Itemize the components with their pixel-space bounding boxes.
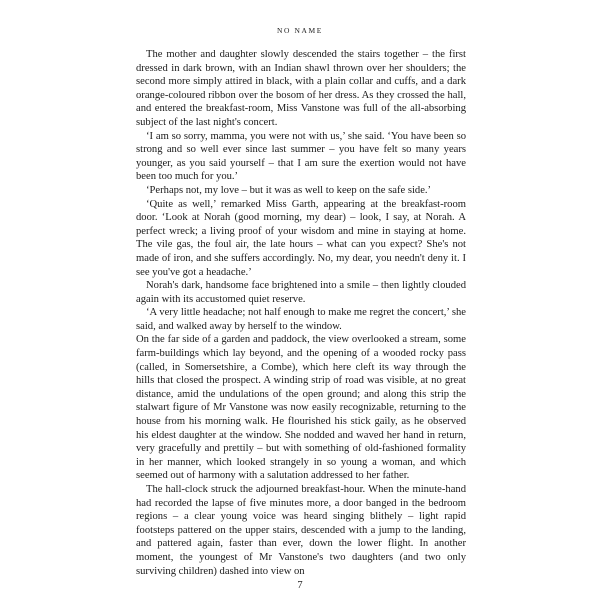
body-text xyxy=(136,48,466,578)
paragraph: On the far side of a garden and paddock, the view overlooked a stream, some farm-buildings which lay beyond, and the opening of a wooded rocky pass (called, in Somersetshire, a Combe), which here cleft its way through the hills that closed the prospect. A winding strip of road was visible, at no great distance, amid the undulations of the open ground; and along this strip the stalwart figure of Mr Vanstone was now easily recognizable, returning to the house from his morning walk. He flourished his stick gaily, as he observed his eldest daughter at the window. She nodded and waved her hand in return, very gracefully and prettily – but with something of old-fashioned formality in her manner, which looked strangely in so young a woman, and which seemed out of harmony with a salutation addressed to her father. xyxy=(136,334,466,482)
paragraph: Norah's dark, handsome face brightened into a smile – then lightly clouded again with its accustomed quiet reserve. xyxy=(136,280,466,305)
running-head: NO NAME xyxy=(277,26,323,35)
page-number: 7 xyxy=(297,580,303,591)
paragraph: ‘A very little headache; not half enough to make me regret the concert,’ she said, and walked away by herself to the window. xyxy=(136,307,466,332)
paragraph: ‘Perhaps not, my love – but it was as well to keep on the safe side.’ xyxy=(146,184,432,196)
paragraph: ‘I am so sorry, mamma, you were not with us,’ she said. ‘You have been so strong and so well ever since last summer – you have felt so many years younger, as you said yourself – that I am sure the exertion would not have been too much for you.’ xyxy=(136,130,466,183)
paragraph: ‘Quite as well,’ remarked Miss Garth, appearing at the breakfast-room door. ‘Look at Norah (good morning, my dear) – look, I say, at Norah. A perfect wreck; a living proof of your wisdom and mine in staying at home. The vile gas, the foul air, the late hours – what can you expect? She's not made of iron, and she suffers accordingly. No, my dear, you needn't deny it. I see you've got a headache.’ xyxy=(136,198,466,278)
paragraph: The hall-clock struck the adjourned breakfast-hour. When the minute-hand had recorded the lapse of five minutes more, a door banged in the bedroom regions – a clear young voice was heard singing blithely – light rapid footsteps pattered on the upper stairs, descended with a jump to the landing, and pattered again, faster than ever, down the lower flight. In another moment, the youngest of Mr Vanstone's two daughters (and two only surviving children) dashed into view on xyxy=(136,484,466,577)
paragraph: The mother and daughter slowly descended the stairs together – the first dressed in dark brown, with an Indian shawl thrown over her shoulders; the second more simply attired in black, with a plain collar and cuffs, and a dark orange-coloured ribbon over the bosom of her dress. As they crossed the hall, and entered the breakfast-room, Miss Vanstone was full of the all-absorbing subject of the last night's concert. xyxy=(136,49,466,128)
